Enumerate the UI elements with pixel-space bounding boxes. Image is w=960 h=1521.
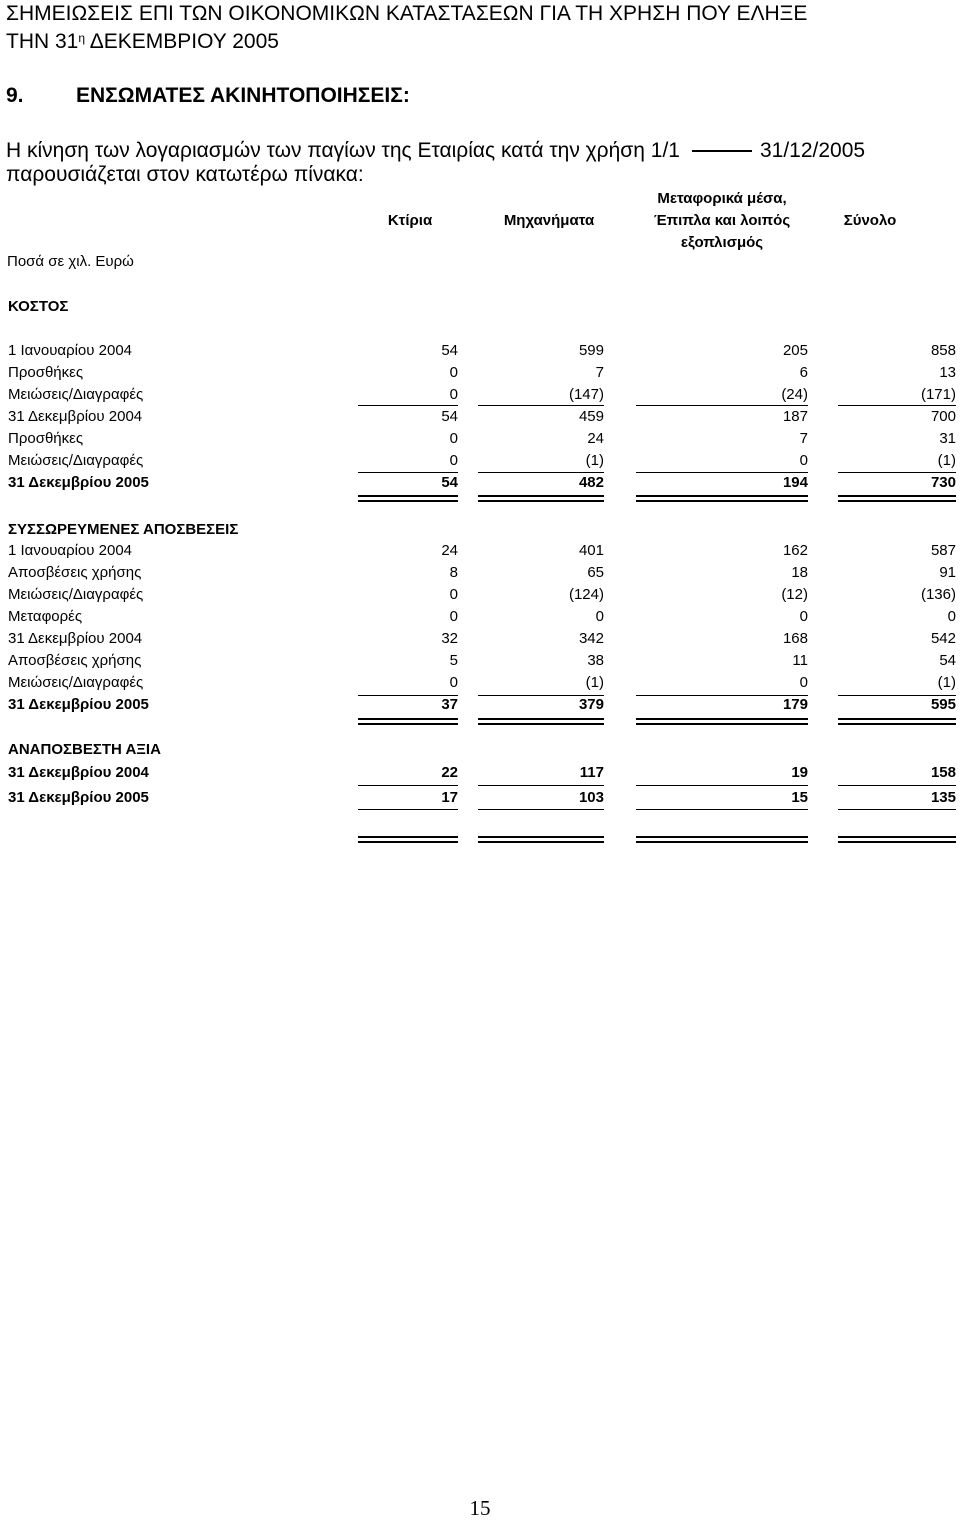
double-underline-rule [838,718,956,725]
cell-value: (124) [568,586,604,603]
double-underline-rule [358,836,458,843]
cell-value: 117 [579,764,604,781]
cell-value: 0 [449,430,458,447]
cell-value: 162 [782,542,808,559]
underline-rule [358,785,458,786]
table-row [0,430,960,452]
column-header-transport-line-1: Μεταφορικά μέσα, [657,190,787,207]
cell-value: 0 [449,386,458,403]
cell-value: 13 [939,364,956,381]
cell-value: 7 [799,430,808,447]
cell-value: 168 [782,630,808,647]
cell-value: 482 [578,474,604,491]
cell-value: 31 [939,430,956,447]
underline-rule [636,695,808,696]
row-label: 1 Ιανουαρίου 2004 [8,342,133,359]
cell-value: 0 [449,608,458,625]
cell-value: 65 [587,564,604,581]
column-header-transport-furniture [638,188,806,254]
cell-value: 0 [799,674,808,691]
cell-value: 700 [930,408,956,425]
double-underline-rule [478,836,604,843]
cell-value: 24 [441,542,458,559]
cell-value: (1) [585,674,604,691]
row-label: 31 Δεκεμβρίου 2004 [8,408,143,425]
underline-rule [636,809,808,810]
underline-rule [478,405,604,406]
amounts-unit-note: Ποσά σε χιλ. Ευρώ [7,253,134,270]
page-number: 15 [469,1496,491,1520]
table-row [0,696,960,718]
row-label: Μεταφορές [8,608,83,625]
table-row [0,474,960,496]
cell-value: 37 [441,696,458,713]
cell-value: (147) [568,386,604,403]
table-row [0,586,960,608]
double-underline-rule [478,495,604,502]
underline-rule [478,472,604,473]
cell-value: 595 [930,696,956,713]
underline-rule [358,809,458,810]
table-row [0,652,960,674]
row-label: Μειώσεις/Διαγραφές [8,386,144,403]
section-heading [6,84,410,107]
row-label: Αποσβέσεις χρήσης [8,564,142,581]
double-underline-rule [636,718,808,725]
cell-value: 103 [578,788,604,806]
underline-rule [358,405,458,406]
column-header-machinery: Μηχανήματα [503,212,595,229]
underline-rule [838,809,956,810]
table-row [0,364,960,386]
cell-value: 542 [930,630,956,647]
cell-value: 15 [791,788,808,806]
table-row [0,789,960,811]
double-underline-rule [478,718,604,725]
section-number: 9. [6,84,24,107]
row-label: 31 Δεκεμβρίου 2005 [8,788,149,806]
cell-value: 0 [595,608,604,625]
table-row [0,408,960,430]
intro-text: Η κίνηση των λογαριασμών των παγίων της Εταιρίας κατά την χρήση 1/1 [6,139,680,162]
cell-value: 0 [449,364,458,381]
cell-value: 0 [449,586,458,603]
row-label: Μειώσεις/Διαγραφές [8,674,144,691]
document-title-line-1: ΣΗΜΕΙΩΣΕΙΣ ΕΠΙ ΤΩΝ ΟΙΚΟΝΟΜΙΚΩΝ ΚΑΤΑΣΤΑΣΕΩΝ ΓΙΑ ΤΗ ΧΡΗΣΗ ΠΟΥ ΕΛΗΞΕ [6,2,808,25]
cell-value: 135 [930,788,956,806]
cell-value: 32 [441,630,458,647]
underline-rule [838,405,956,406]
underline-rule [358,472,458,473]
cell-value: 54 [441,474,458,491]
column-header-transport-line-3: εξοπλισμός [680,234,764,251]
cell-value: (136) [920,586,956,603]
dash-rule [692,150,752,152]
cell-value: 11 [792,652,808,669]
cell-value: 205 [782,342,808,359]
underline-rule [838,472,956,473]
column-header-total: Σύνολο [843,212,897,229]
title-date-prefix: ΤΗΝ 31 [6,30,79,53]
double-underline-rule [636,495,808,502]
cell-value: 5 [449,652,458,669]
cell-value: 587 [930,542,956,559]
underline-rule [636,405,808,406]
cell-value: 187 [782,408,808,425]
cell-value: 342 [578,630,604,647]
section-title-cost: ΚΟΣΤΟΣ [8,298,69,315]
row-label: 1 Ιανουαρίου 2004 [8,542,133,559]
underline-rule [478,809,604,810]
section-title: ΕΝΣΩΜΑΤΕΣ ΑΚΙΝΗΤΟΠΟΙΗΣΕΙΣ: [76,84,410,107]
cell-value: 22 [441,764,458,781]
cell-value: (24) [781,386,808,403]
intro-end-date: 31/12/2005 [759,139,866,162]
row-label: 31 Δεκεμβρίου 2004 [8,630,143,647]
cell-value: (12) [781,586,808,603]
underline-rule [838,785,956,786]
double-underline-rule [838,495,956,502]
underline-rule [478,785,604,786]
cell-value: (1) [937,674,956,691]
row-label: 31 Δεκεμβρίου 2005 [8,474,149,491]
row-label: Προσθήκες [8,364,84,381]
cell-value: 459 [578,408,604,425]
double-underline-rule [636,836,808,843]
row-label: Μειώσεις/Διαγραφές [8,452,144,469]
cell-value: 858 [930,342,956,359]
section-title-net-book-value: ΑΝΑΠΟΣΒΕΣΤΗ ΑΞΙΑ [8,741,161,758]
cell-value: 54 [939,652,956,669]
cell-value: 24 [587,430,604,447]
cell-value: 158 [930,764,956,781]
table-row [0,764,960,786]
cell-value: 8 [449,564,458,581]
cell-value: (1) [585,452,604,469]
cell-value: 179 [782,696,808,713]
table-row [0,564,960,586]
table-row [0,630,960,652]
cell-value: 17 [441,788,458,806]
cell-value: 194 [782,474,808,491]
cell-value: 379 [578,696,604,713]
table-row [0,542,960,564]
cell-value: 730 [930,474,956,491]
cell-value: 19 [791,764,808,781]
title-superscript: η [78,31,86,45]
column-header-buildings: Κτίρια [387,212,433,229]
table-row [0,452,960,474]
underline-rule [358,695,458,696]
cell-value: 7 [595,364,604,381]
cell-value: 54 [441,342,458,359]
cell-value: (1) [937,452,956,469]
cell-value: 401 [578,542,604,559]
cell-value: 599 [578,342,604,359]
double-underline-rule [838,836,956,843]
intro-line-1 [6,139,865,162]
row-label: 31 Δεκεμβρίου 2004 [8,764,149,781]
cell-value: (171) [920,386,956,403]
row-label: Προσθήκες [8,430,84,447]
cell-value: 0 [799,452,808,469]
underline-rule [636,785,808,786]
cell-value: 38 [587,652,604,669]
row-label: Μειώσεις/Διαγραφές [8,586,144,603]
double-underline-rule [358,495,458,502]
underline-rule [838,695,956,696]
table-row [0,608,960,630]
row-label: Αποσβέσεις χρήσης [8,652,142,669]
intro-line-2: παρουσιάζεται στον κατωτέρω πίνακα: [6,163,364,186]
column-header-transport-line-2: Έπιπλα και λοιπός [653,212,791,229]
cell-value: 0 [947,608,956,625]
document-title-line-2 [6,30,279,53]
title-date-suffix: ΔΕΚΕΜΒΡΙΟΥ 2005 [85,30,279,53]
cell-value: 91 [939,564,956,581]
section-title-depreciation: ΣΥΣΣΩΡΕΥΜΕΝΕΣ ΑΠΟΣΒΕΣΕΙΣ [8,521,239,538]
underline-rule [636,472,808,473]
cell-value: 0 [449,452,458,469]
cell-value: 0 [449,674,458,691]
underline-rule [478,695,604,696]
cell-value: 0 [799,608,808,625]
cell-value: 54 [441,408,458,425]
cell-value: 18 [791,564,808,581]
table-row [0,674,960,696]
cell-value: 6 [799,364,808,381]
row-label: 31 Δεκεμβρίου 2005 [8,696,149,713]
table-row [0,342,960,364]
double-underline-rule [358,718,458,725]
